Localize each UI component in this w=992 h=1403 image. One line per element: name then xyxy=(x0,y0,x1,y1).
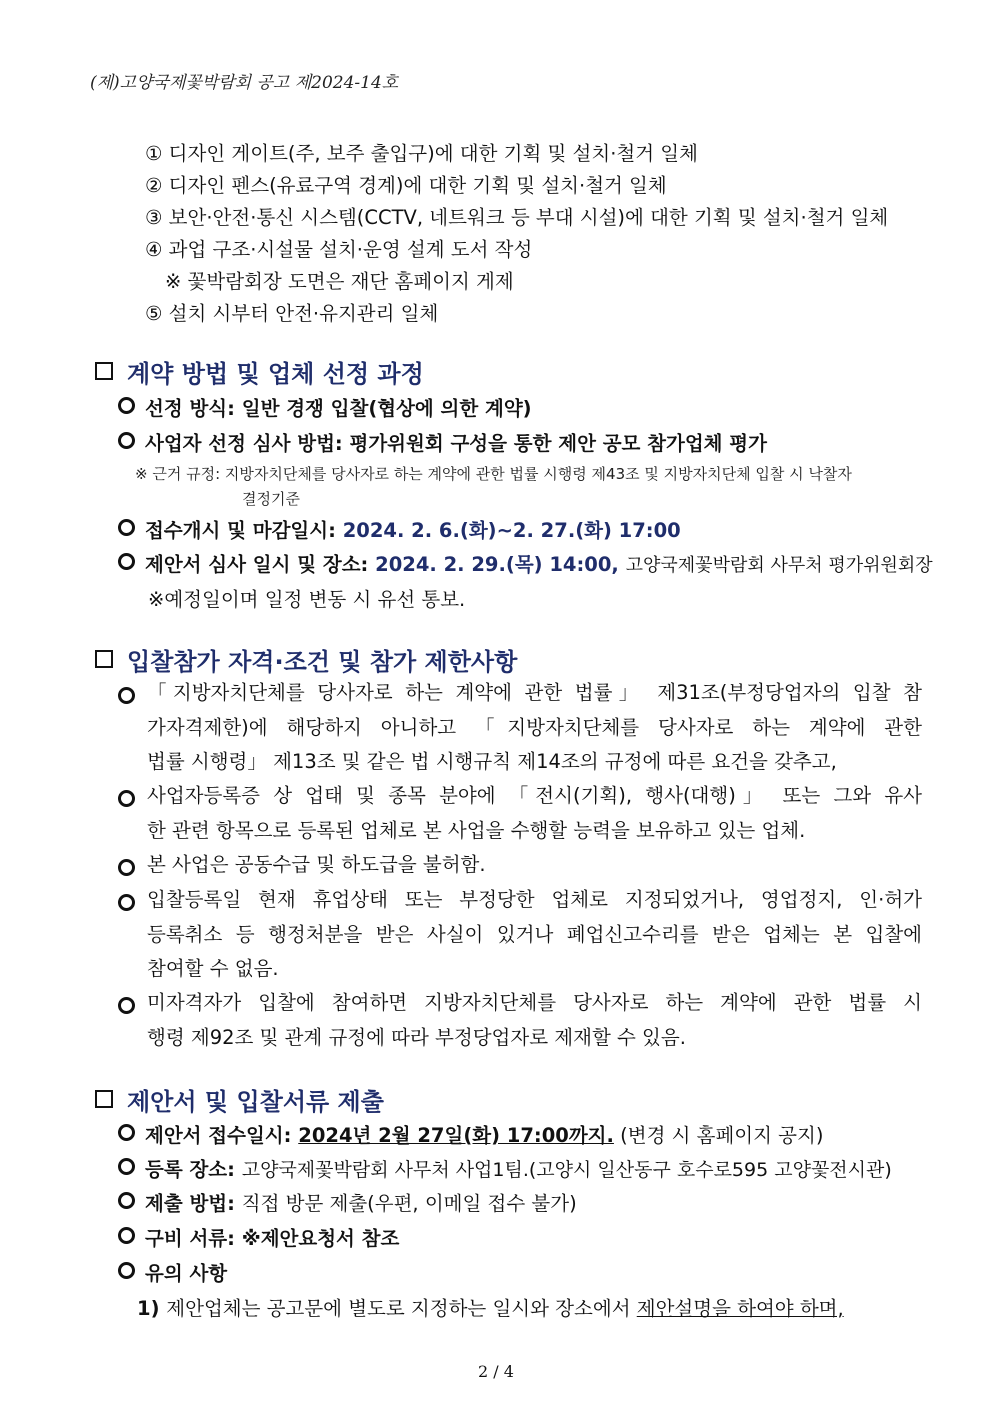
section-heading-eligibility xyxy=(95,642,517,677)
underlined-text: 제안설명을 하여야 하며, xyxy=(636,1297,844,1320)
line: 가자격제한)에 해당하지 아니하고 「지방자치단체를 당사자로 하는 계약에 관한 xyxy=(147,715,922,739)
schedule-note: ※예정일이며 일정 변동 시 유선 통보. xyxy=(148,588,466,611)
scope-item-2: ② 디자인 펜스(유료구역 경계)에 대한 기획 및 설치·철거 일체 xyxy=(145,174,667,197)
bullet xyxy=(118,789,135,812)
caution-heading xyxy=(118,1261,227,1287)
circle-bullet-icon xyxy=(118,432,135,449)
deadline xyxy=(118,518,681,544)
section-title: 입찰참가 자격·조건 및 참가 제한사항 xyxy=(127,648,518,676)
line: 「지방자치단체를 당사자로 하는 계약에 관한 법률」 제31조(부정당업자의 입찰 참 xyxy=(147,681,922,704)
registration-place xyxy=(118,1157,892,1183)
circle-bullet-icon xyxy=(118,1124,135,1141)
bullet xyxy=(118,893,135,916)
value: 고양국제꽃박람회 사무처 사업1팀.(고양시 일산동구 호수로595 고양꽃전시관) xyxy=(241,1159,892,1181)
scope-note: ※ 꽃박람회장 도면은 재단 홈페이지 게제 xyxy=(165,270,514,293)
scope-item-1: ① 디자인 게이트(주, 보주 출입구)에 대한 기획 및 설치·철거 일체 xyxy=(145,142,698,165)
scope-item-3: ③ 보안·안전·통신 시스템(CCTV, 네트워크 등 부대 시설)에 대한 기획 및 설치·철거 일체 xyxy=(145,206,889,229)
bullet xyxy=(118,858,135,881)
bullet xyxy=(118,686,135,709)
place: 고양국제꽃박람회 사무처 평가위원회장 xyxy=(625,555,933,576)
section-heading-submission xyxy=(95,1082,384,1117)
circle-bullet-icon xyxy=(118,1262,135,1279)
section-title: 계약 방법 및 업체 선정 과정 xyxy=(127,360,424,388)
note: (변경 시 홈페이지 공지) xyxy=(613,1124,824,1147)
label: 사업자 선정 심사 방법: xyxy=(145,432,350,455)
label: 접수개시 및 마감일시: xyxy=(145,519,343,542)
eligibility-item-5 xyxy=(147,986,922,1055)
label: 제안서 심사 일시 및 장소: xyxy=(145,553,376,576)
line: 행령 제92조 및 관계 규정에 따라 부정당업자로 제재할 수 있음. xyxy=(147,1025,686,1049)
circle-bullet-icon xyxy=(118,1158,135,1175)
label: 등록 장소: xyxy=(145,1158,242,1181)
line: 참여할 수 없음. xyxy=(147,957,279,980)
circle-bullet-icon xyxy=(118,790,135,807)
checkbox-square-icon xyxy=(95,650,113,668)
value: 평가위원회 구성을 통한 제안 공모 참가업체 평가 xyxy=(349,432,767,455)
circle-bullet-icon xyxy=(118,1227,135,1244)
label: 유의 사항 xyxy=(145,1262,228,1285)
basis-note-line1: ※ 근거 규정: 지방자치단체를 당사자로 하는 계약에 관한 법률 시행령 제43조 및 지방자치단체 입찰 시 낙찰자 xyxy=(135,465,852,483)
line: 한 관련 항목으로 등록된 업체로 본 사업을 수행할 능력을 보유하고 있는 업체. xyxy=(147,818,806,842)
label: 구비 서류: xyxy=(145,1227,242,1250)
circle-bullet-icon xyxy=(118,859,135,876)
line: 미자격자가 입찰에 참여하면 지방자치단체를 당사자로 하는 계약에 관한 법률 시 xyxy=(147,991,922,1014)
value: 일반 경쟁 입찰(협상에 의한 계약) xyxy=(241,397,532,420)
circle-bullet-icon xyxy=(118,894,135,911)
section-title: 제안서 및 입찰서류 제출 xyxy=(127,1088,384,1116)
label: 제출 방법: xyxy=(145,1192,242,1215)
scope-item-4: ④ 과업 구조·시설물 설치·운영 설계 도서 작성 xyxy=(145,238,533,261)
checkbox-square-icon xyxy=(95,362,113,380)
circle-bullet-icon xyxy=(118,553,135,570)
circle-bullet-icon xyxy=(118,519,135,536)
line: 법률 시행령」 제13조 및 같은 법 시행규칙 제14조의 규정에 따른 요건을 갖추고, xyxy=(147,750,837,773)
value: 2024년 2월 27일(화) 17:00까지. xyxy=(298,1124,614,1147)
number: 1) xyxy=(137,1297,167,1320)
page-number: 2 / 4 xyxy=(478,1362,514,1381)
label: 제안서 접수일시: xyxy=(145,1124,299,1147)
section-heading-contract xyxy=(95,354,424,389)
value: 2024. 2. 29.(목) 14:00, xyxy=(375,553,626,576)
selection-method xyxy=(118,396,532,422)
eligibility-item-1 xyxy=(147,676,922,780)
caution-item-1 xyxy=(137,1296,844,1322)
label: 선정 방식: xyxy=(145,397,242,420)
line: 등록취소 등 행정처분을 받은 사실이 있거나 폐업신고수리를 받은 업체는 본 입찰에 xyxy=(147,922,922,946)
line: 입찰등록일 현재 휴업상태 또는 부정당한 업체로 지정되었거나, 영업정지, 인·허가 xyxy=(147,888,922,911)
circle-bullet-icon xyxy=(118,687,135,704)
review-date xyxy=(118,552,933,579)
scope-item-5: ⑤ 설치 시부터 안전·유지관리 일체 xyxy=(145,302,439,325)
bullet xyxy=(118,996,135,1019)
circle-bullet-icon xyxy=(118,1192,135,1209)
eligibility-item-2 xyxy=(147,779,922,848)
value: ※제안요청서 참조 xyxy=(241,1227,400,1250)
value: 2024. 2. 6.(화)~2. 27.(화) 17:00 xyxy=(342,519,681,542)
eligibility-item-3: 본 사업은 공동수급 및 하도급을 불허함. xyxy=(147,853,486,876)
circle-bullet-icon xyxy=(118,397,135,414)
basis-note-line2: 결정기준 xyxy=(242,490,300,508)
receipt-datetime xyxy=(118,1123,823,1149)
document-header: (제)고양국제꽃박람회 공고 제2024-14호 xyxy=(90,73,399,93)
checkbox-square-icon xyxy=(95,1090,113,1108)
required-documents xyxy=(118,1226,399,1252)
text: 제안업체는 공고문에 별도로 지정하는 일시와 장소에서 xyxy=(166,1297,637,1320)
value: 직접 방문 제출(우편, 이메일 접수 불가) xyxy=(241,1192,577,1215)
review-method xyxy=(118,431,767,457)
line: 사업자등록증 상 업태 및 종목 분야에 「전시(기획), 행사(대행)」 또는 그와 유사 xyxy=(147,784,922,807)
eligibility-item-4 xyxy=(147,883,922,987)
circle-bullet-icon xyxy=(118,997,135,1014)
submission-method xyxy=(118,1191,577,1217)
